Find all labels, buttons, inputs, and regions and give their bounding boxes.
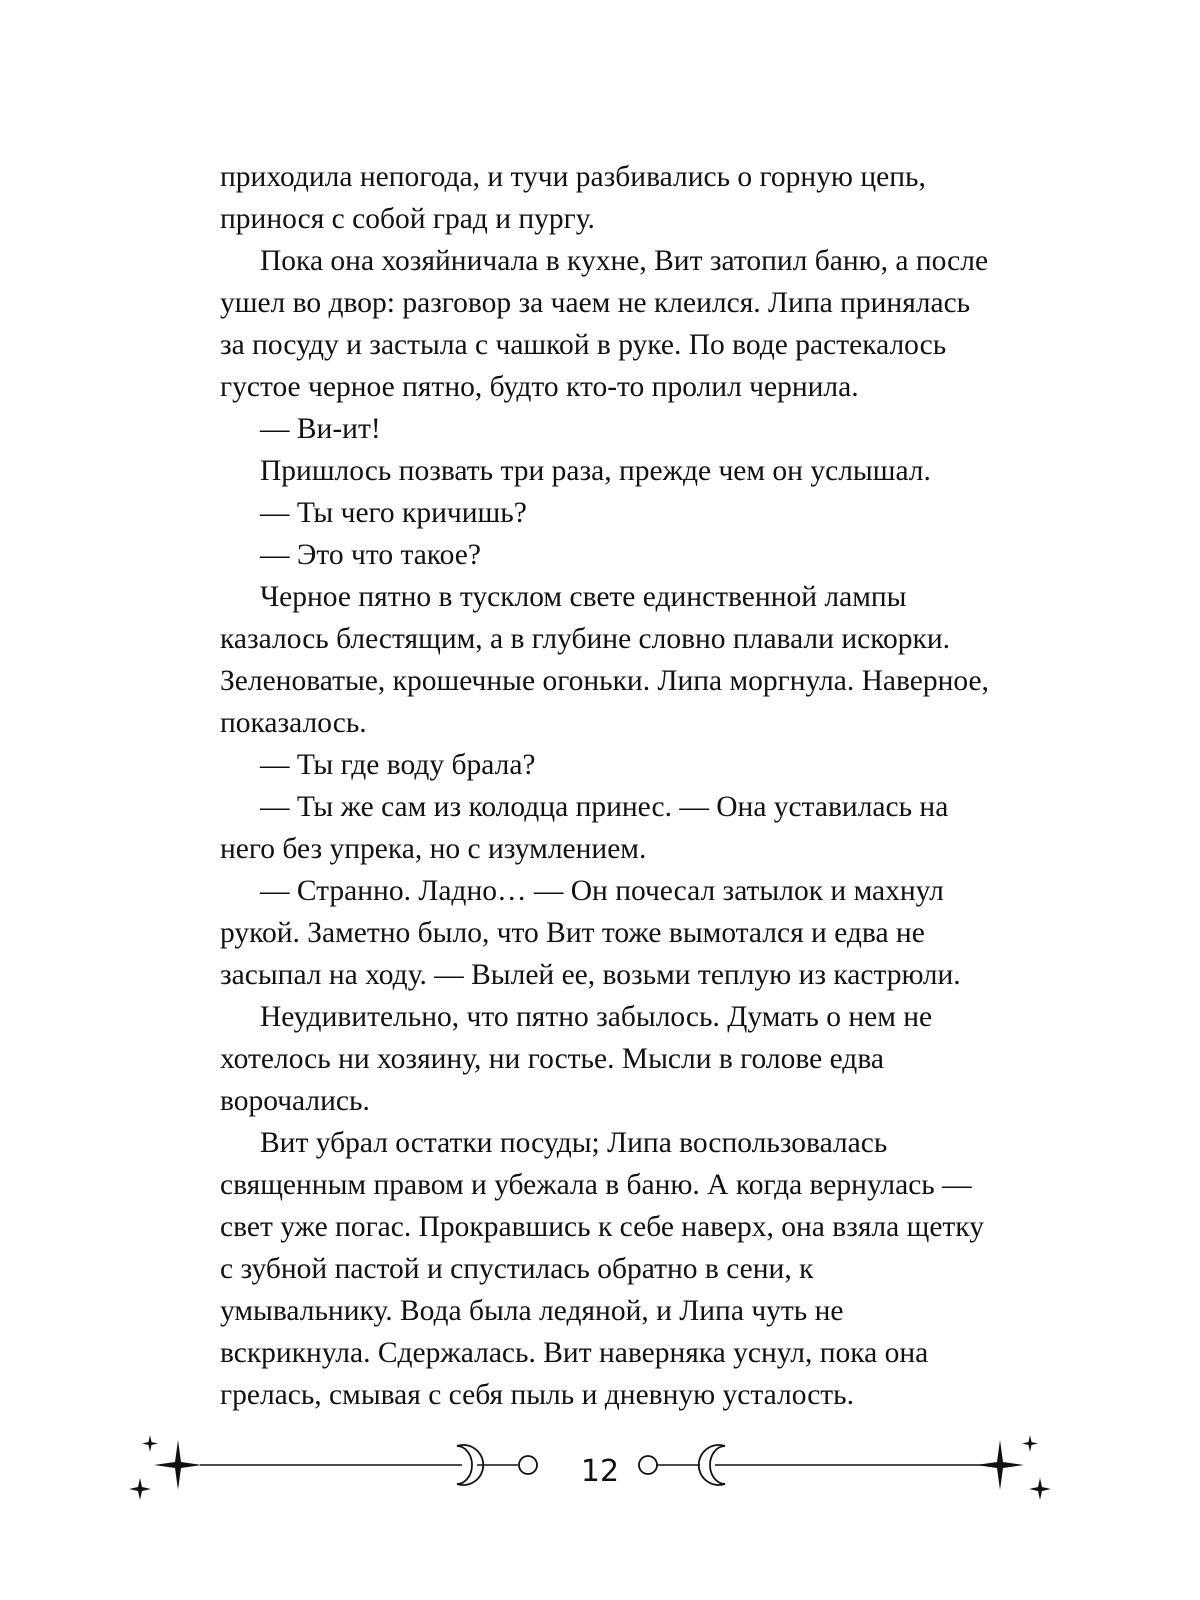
sparkle-icon: [142, 1435, 158, 1452]
dialogue-line: — Это что такое?: [260, 539, 481, 571]
dialogue-line: — Ты чего кричишь?: [260, 497, 527, 529]
page-number: 12: [580, 1454, 620, 1489]
sparkle-icon: [129, 1478, 151, 1500]
dialogue-line: — Странно. Ладно… — Он почесал затылок и махнул рукой. Заметно было, что Вит тоже вымотался и едва не засыпал на ходу. — Вылей ее, возьми теплую из кастрюли.: [220, 875, 961, 991]
paragraph: Неудивительно, что пятно забылось. Думать о нем не хотелось ни хозяину, ни гостье. Мысли в голове едва ворочались.: [220, 1001, 933, 1117]
page-body: [220, 156, 990, 1416]
footer-ornament: [0, 1430, 1200, 1550]
paragraph: Вит убрал остатки посуды; Липа воспользовалась священным правом и убежала в баню. А когда вернулась — свет уже погас. Прокравшись к себе наверх, она взяла щетку с зубной пастой и спустилась обратно в сени, к умывальнику. Вода была ледяной, и Липа чуть не вскрикнула. Сдержалась. Вит наверняка уснул, пока она грелась, смывая с себя пыль и дневную усталость.: [220, 1127, 984, 1411]
circle-icon: [519, 1456, 537, 1474]
dialogue-line: — Ты же сам из колодца принес. — Она уставилась на него без упрека, но с изумлением.: [220, 791, 949, 865]
paragraph: Пришлось позвать три раза, прежде чем он услышал.: [260, 455, 931, 487]
sparkle-icon: [1029, 1478, 1051, 1500]
circle-icon: [639, 1456, 657, 1474]
sparkle-icon: [976, 1440, 1024, 1490]
paragraph: Черное пятно в тусклом свете единственной лампы казалось блестящим, а в глубине словно плавали искорки. Зеленоватые, крошечные огоньки. Липа моргнула. Наверное, показалось.: [220, 581, 989, 739]
paragraph: Пока она хозяйничала в кухне, Вит затопил баню, а после ушел во двор: разговор за чаем не клеился. Липа принялась за посуду и застыла с чашкой в руке. По воде растекалось густое черное пятно, будто кто-то пролил чернила.: [220, 245, 989, 403]
sparkle-icon: [154, 1440, 202, 1490]
sparkle-icon: [1022, 1435, 1038, 1452]
dialogue-line: — Ты где воду брала?: [260, 749, 536, 781]
paragraph: приходила непогода, и тучи разбивались о горную цепь, принося с собой град и пургу.: [220, 161, 926, 235]
dialogue-line: — Ви-ит!: [260, 413, 381, 445]
page-footer-ornament: [0, 1430, 1200, 1550]
